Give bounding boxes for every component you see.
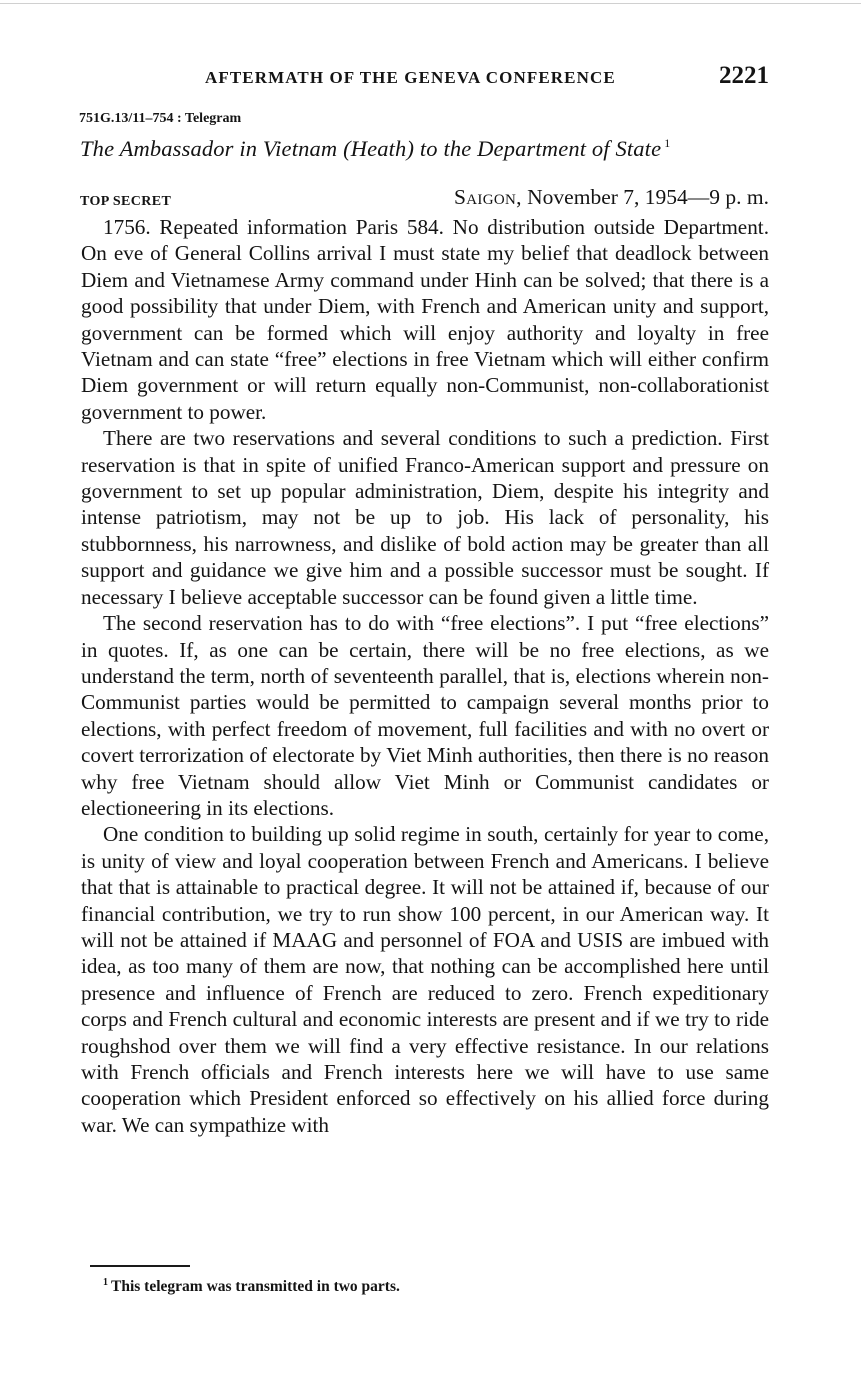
page-top-edge bbox=[0, 3, 861, 4]
footnote bbox=[103, 1278, 400, 1296]
body-paragraph: There are two reservations and several conditions to such a prediction. First reservation is that in spite of unified Franco-American support and pressure on government to set up popular administration, Diem, despite his integrity and intense patriotism, may not be up to job. His lack of personality, his stubbornness, his narrowness, and dislike of bold action may be greater than all support and guidance we give him and a possible successor must be sought. If necessary I believe acceptable successor can be found given a little time. bbox=[81, 426, 769, 609]
classification-label: TOP SECRET bbox=[80, 194, 172, 209]
footnote-text: This telegram was transmitted in two parts. bbox=[111, 1278, 400, 1295]
dateline-date-time: November 7, 1954—9 p. m. bbox=[521, 185, 769, 209]
document-heading-text: The Ambassador in Vietnam (Heath) to the Department of State bbox=[80, 136, 662, 161]
footnote-divider bbox=[90, 1265, 190, 1267]
telegram-body bbox=[81, 214, 769, 1138]
heading-footnote-mark: 1 bbox=[664, 136, 671, 150]
file-reference: 751G.13/11–754 : Telegram bbox=[79, 111, 242, 126]
document-heading bbox=[80, 136, 670, 162]
footnote-mark: 1 bbox=[103, 1277, 108, 1288]
body-paragraph: 1756. Repeated information Paris 584. No distribution outside Department. On eve of General Collins arrival I must state my belief that deadlock between Diem and Vietnamese Army command under Hinh can be solved; that there is a good possibility that under Diem, with French and American unity and support, government can be formed which will enjoy authority and loyalty in free Vietnam and can state “free” elections in free Vietnam which will either confirm Diem government or will return equally non-Communist, non-collaborationist government to power. bbox=[81, 215, 769, 424]
page-number: 2221 bbox=[719, 62, 769, 89]
running-head-title: AFTERMATH OF THE GENEVA CONFERENCE bbox=[205, 68, 616, 87]
running-head bbox=[82, 62, 769, 94]
body-paragraph: One condition to building up solid regime in south, certainly for year to come, is unity of view and loyal cooperation between French and Americans. I believe that that is attainable to practical degree. It will not be attained if, because of our financial contribution, we try to run show 100 percent, in our American way. It will not be attained if MAAG and personnel of FOA and USIS are imbued with idea, as too many of them are now, that nothing can be accomplished here until presence and influence of French are reduced to zero. French expeditionary corps and French cultural and economic interests are present and if we try to ride roughshod over them we will find a very effective resistance. In our relations with French officials and French interests here we will have to use same cooperation which President enforced so effectively on his allied force during war. We can sympathize with bbox=[81, 822, 769, 1137]
dateline-place: Saigon, bbox=[454, 185, 522, 209]
dateline bbox=[454, 185, 769, 210]
body-paragraph: The second reservation has to do with “free elections”. I put “free elections” in quotes. If, as one can be certain, there will be no free elections, as we understand the term, north of seventeenth parallel, that is, elections wherein non-Communist parties would be permitted to campaign several months prior to elections, with perfect freedom of movement, full facilities and with no overt or covert terrorization of electorate by Viet Minh authorities, then there is no reason why free Vietnam should allow Viet Minh or Communist candidates or electioneering in its elections. bbox=[81, 611, 769, 820]
